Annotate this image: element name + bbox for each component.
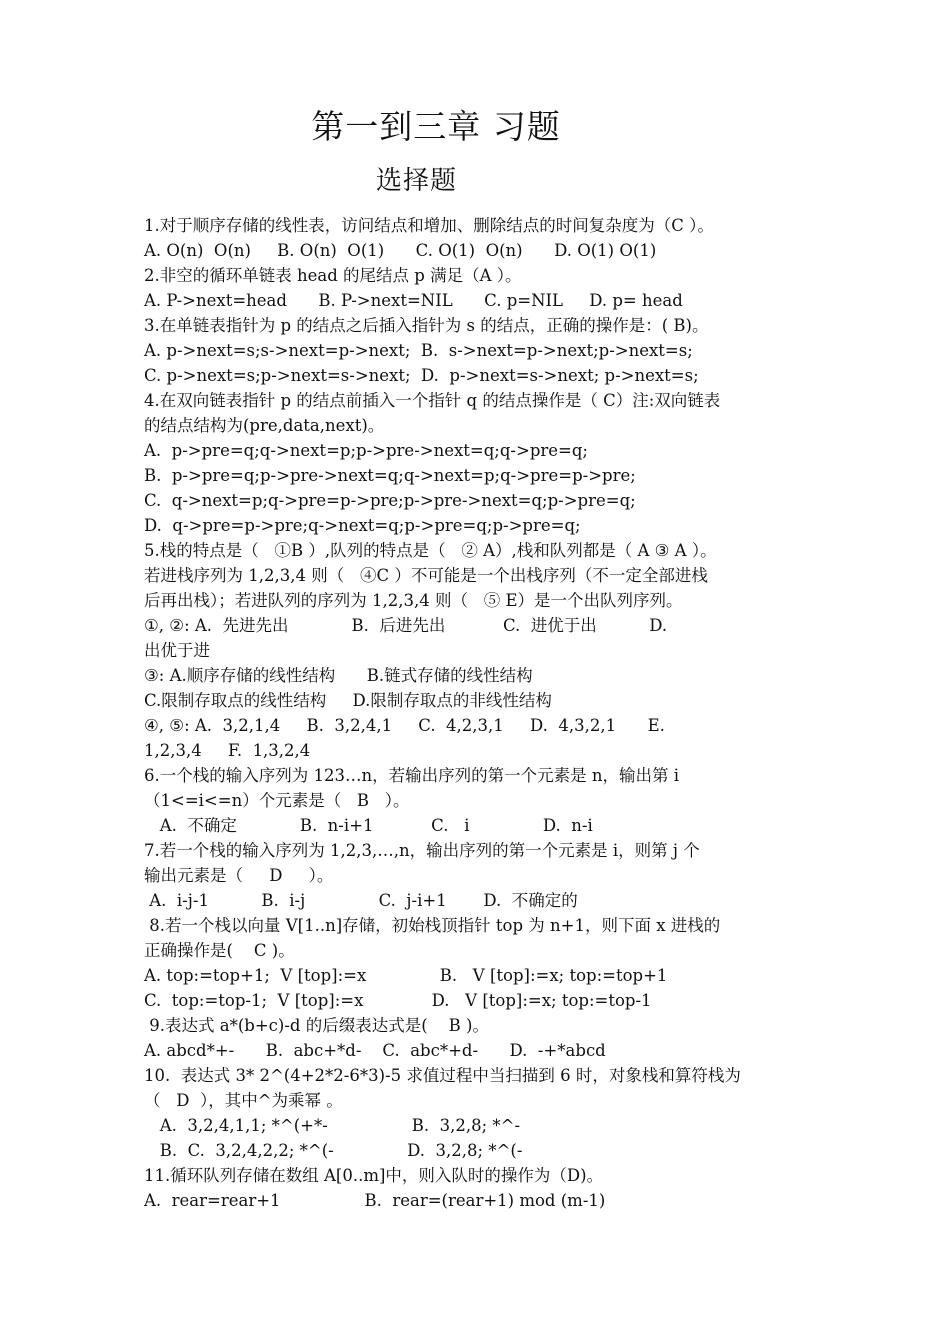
text-line: 正确操作是( C )。 [144, 941, 295, 960]
text-line: A. i-j-1 B. i-j C. j-i+1 D. 不确定的 [144, 891, 578, 910]
text-line: 9.表达式 a*(b+c)-d 的后缀表达式是( B )。 [144, 1016, 489, 1035]
text-line: 3.在单链表指针为 p 的结点之后插入指针为 s 的结点，正确的操作是：( B)。 [144, 316, 709, 335]
text-line: ④, ⑤: A. 3,2,1,4 B. 3,2,4,1 C. 4,2,3,1 D. 4,3,2,1 E. [144, 716, 665, 735]
text-line: 后再出栈）；若进队列的序列为 1,2,3,4 则（ ⑤ E）是一个出队列序列。 [144, 591, 683, 610]
text-line: ③: A.顺序存储的线性结构 B.链式存储的线性结构 [144, 666, 533, 685]
text-line: A. O(n) O(n) B. O(n) O(1) C. O(1) O(n) D. O(1) O(1) [144, 241, 657, 260]
text-line: C. q->next=p;q->pre=p->pre;p->pre->next=q;p->pre=q; [144, 491, 636, 510]
text-line: A. p->pre=q;q->next=p;p->pre->next=q;q->pre=q; [144, 441, 588, 460]
text-line: 5.栈的特点是（ ①B ）,队列的特点是（ ② A）,栈和队列都是（ A ③ A ）。 [144, 541, 717, 560]
text-line: C. p->next=s;p->next=s->next; D. p->next=s->next; p->next=s; [144, 366, 699, 385]
text-line: 7.若一个栈的输入序列为 1,2,3,…,n，输出序列的第一个元素是 i，则第 j 个 [144, 841, 700, 860]
text-line: A. 不确定 B. n-i+1 C. i D. n-i [144, 816, 593, 835]
text-line: 6.一个栈的输入序列为 123…n，若输出序列的第一个元素是 n，输出第 i [144, 766, 680, 785]
text-line: ①, ②: A. 先进先出 B. 后进先出 C. 进优于出 D. [144, 616, 668, 635]
page-title: 第一到三章 习题 [311, 107, 561, 146]
text-line: 1,2,3,4 F. 1,3,2,4 [144, 741, 311, 760]
text-line: A. P->next=head B. P->next=NIL C. p=NIL D. p= head [144, 291, 683, 310]
text-line: B. p->pre=q;p->pre->next=q;q->next=p;q->pre=p->pre; [144, 466, 636, 485]
text-line: A. 3,2,4,1,1; *^(+*- B. 3,2,8; *^- [144, 1116, 521, 1135]
text-line: 8.若一个栈以向量 V[1..n]存储，初始栈顶指针 top 为 n+1，则下面 x 进栈的 [144, 916, 721, 935]
text-line: 输出元素是（ D ）。 [144, 866, 334, 885]
text-line: （ D ），其中^为乘幂 。 [144, 1091, 343, 1110]
text-line: A. abcd*+- B. abc+*d- C. abc*+d- D. -+*abcd [144, 1041, 606, 1060]
text-line: A. rear=rear+1 B. rear=(rear+1) mod (m-1) [144, 1191, 606, 1210]
text-line: 11.循环队列存储在数组 A[0..m]中，则入队时的操作为（D)。 [144, 1166, 604, 1185]
text-line: 4.在双向链表指针 p 的结点前插入一个指针 q 的结点操作是（ C）注:双向链表 [144, 391, 721, 410]
text-line: D. q->pre=p->pre;q->next=q;p->pre=q;p->pre=q; [144, 516, 581, 535]
text-line: B. C. 3,2,4,2,2; *^(- D. 3,2,8; *^(- [144, 1141, 523, 1160]
text-line: 的结点结构为(pre,data,next)。 [144, 416, 385, 435]
text-line: C.限制存取点的线性结构 D.限制存取点的非线性结构 [144, 691, 552, 710]
text-line: 出优于进 [144, 641, 210, 660]
text-line: 1.对于顺序存储的线性表，访问结点和增加、删除结点的时间复杂度为（C ）。 [144, 216, 714, 235]
text-line: 2.非空的循环单链表 head 的尾结点 p 满足（A ）。 [144, 266, 522, 285]
text-line: 若进栈序列为 1,2,3,4 则（ ④C ）不可能是一个出栈序列（不一定全部进栈 [144, 566, 708, 585]
section-subtitle: 选择题 [376, 166, 458, 196]
text-line: A. top:=top+1; V [top]:=x B. V [top]:=x; top:=top+1 [144, 966, 668, 985]
text-line: C. top:=top-1; V [top]:=x D. V [top]:=x; top:=top-1 [144, 991, 652, 1010]
text-line: A. p->next=s;s->next=p->next; B. s->next=p->next;p->next=s; [144, 341, 693, 360]
text-line: 10. 表达式 3* 2^(4+2*2-6*3)-5 求值过程中当扫描到 6 时，对象栈和算符栈为 [144, 1066, 741, 1085]
text-line: （1<=i<=n）个元素是（ B ）。 [144, 791, 410, 810]
